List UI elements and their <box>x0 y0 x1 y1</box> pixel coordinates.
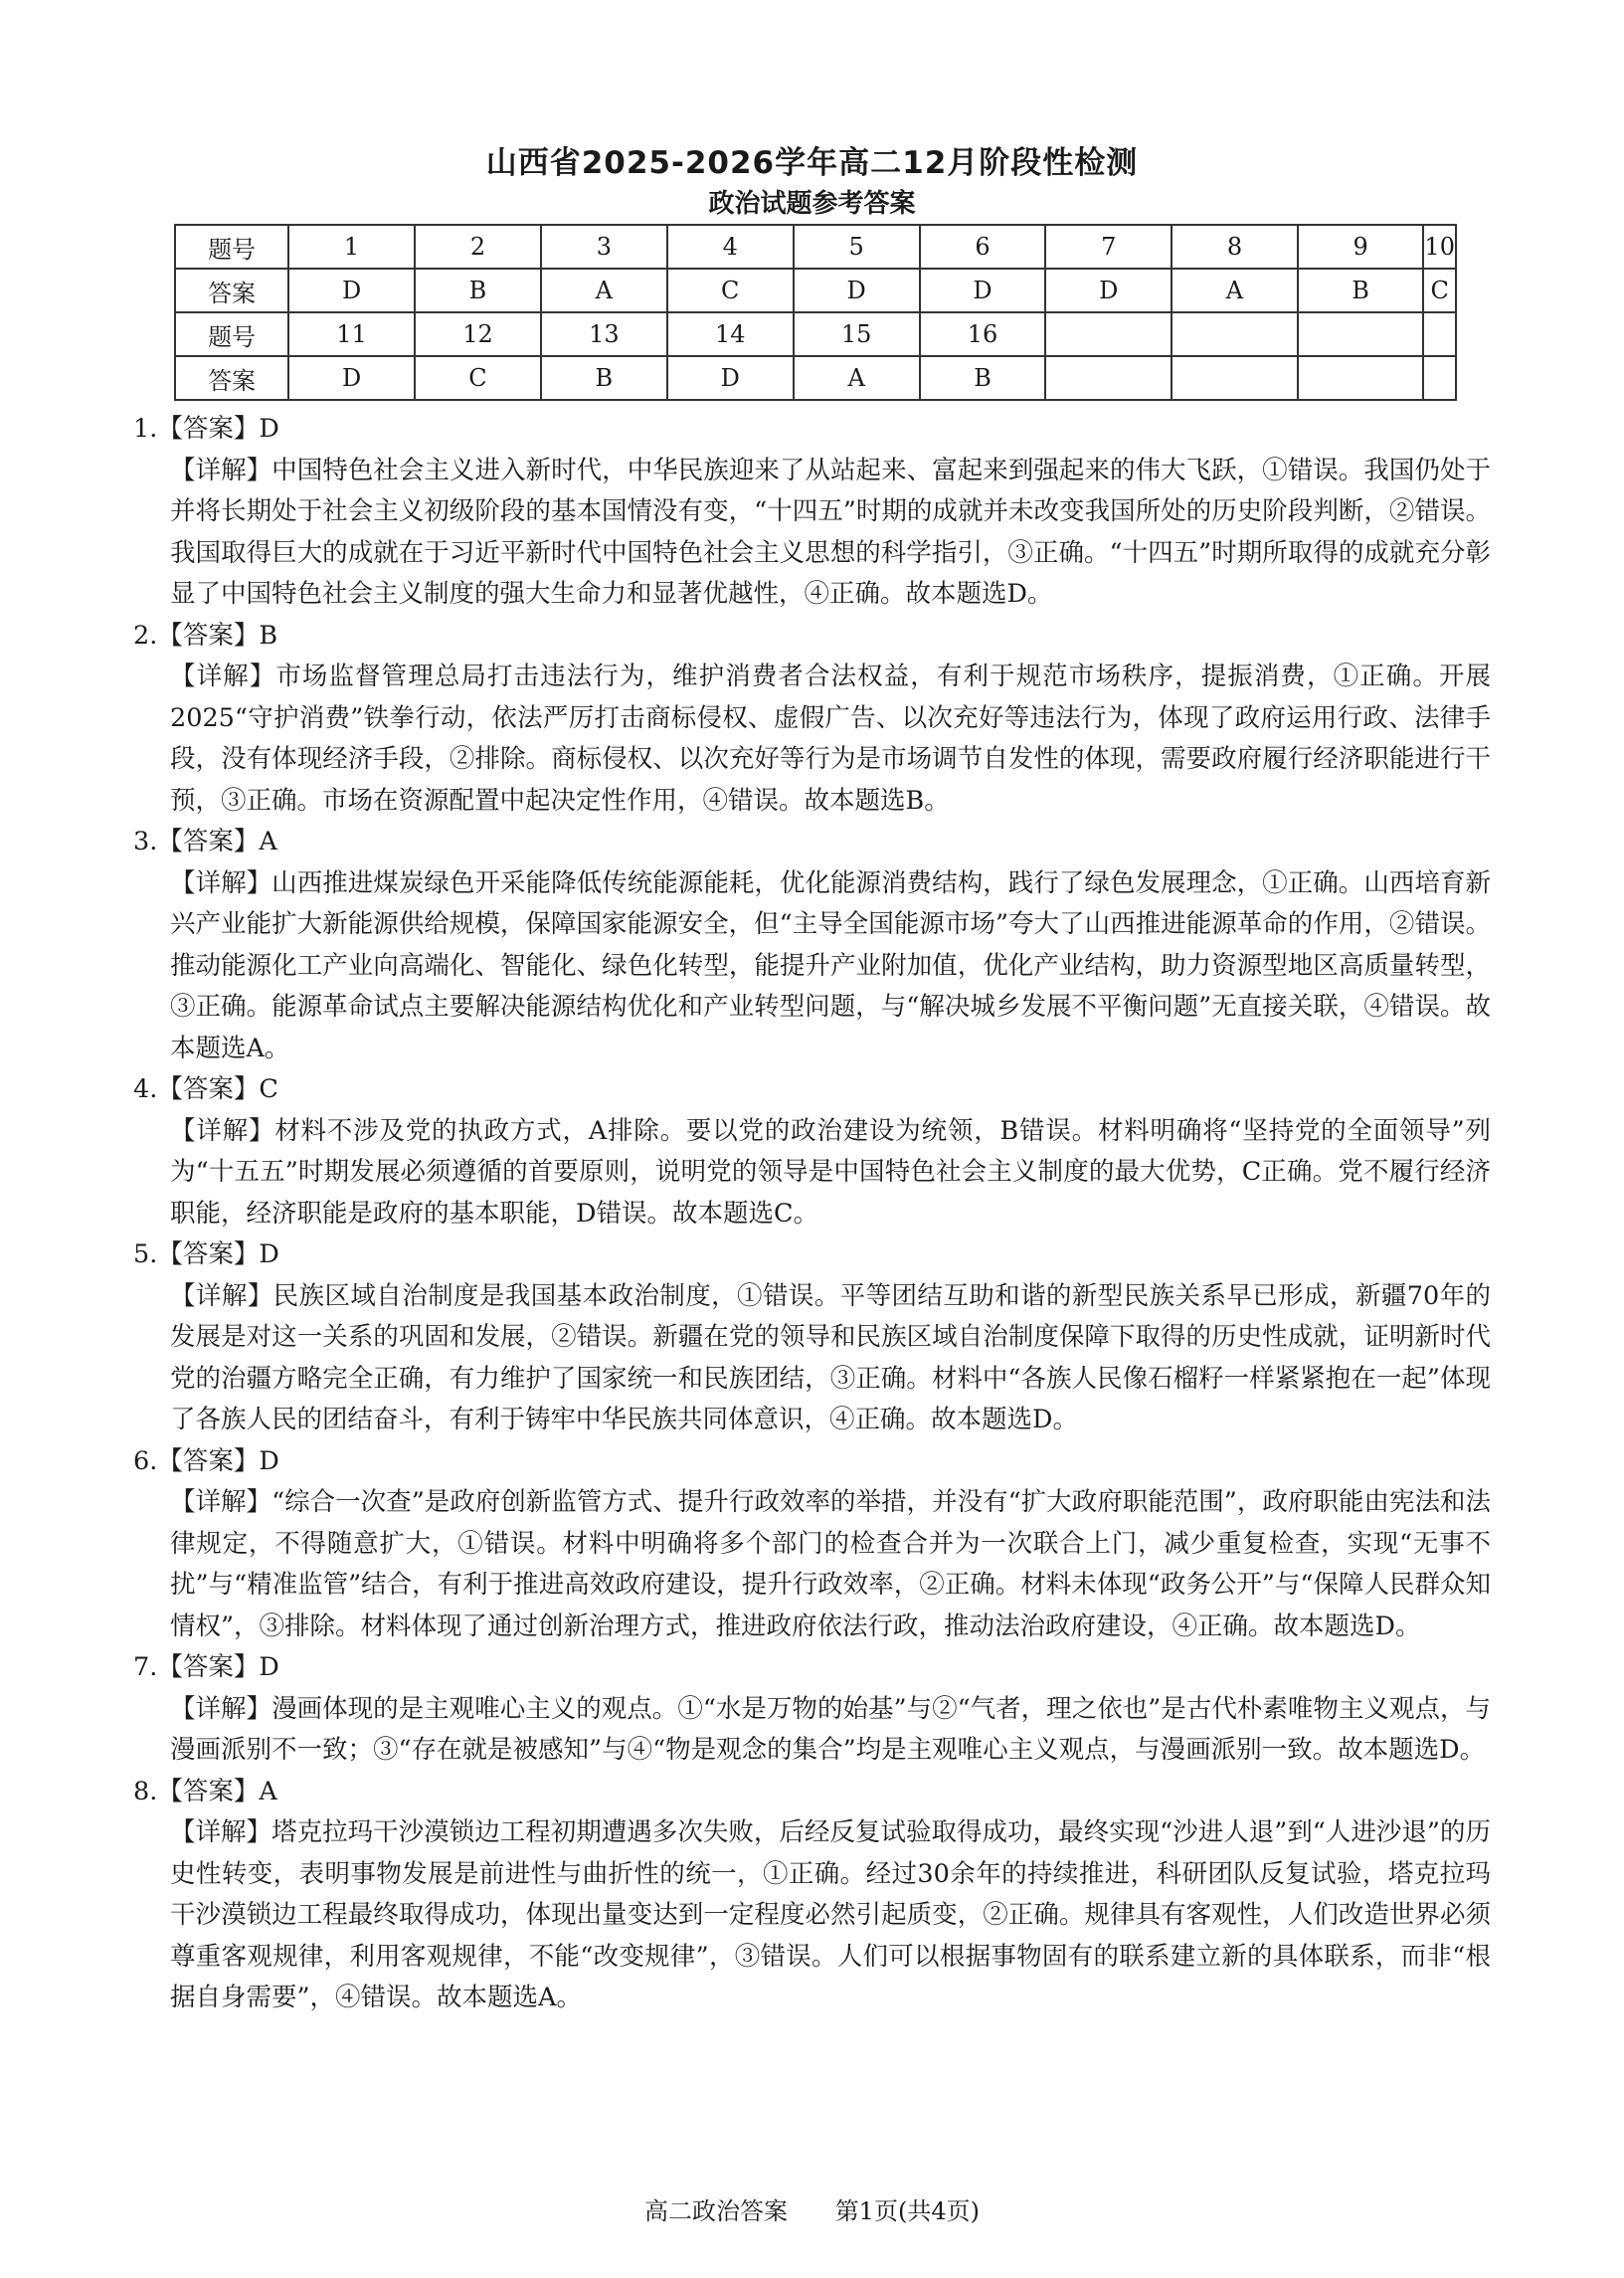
question-block <box>133 822 1491 1069</box>
answer-line: 1.【答案】D <box>133 414 279 444</box>
table-cell: 8 <box>1172 225 1298 269</box>
page-footer <box>0 2191 1624 2226</box>
table-cell: C <box>667 269 794 312</box>
table-cell: 4 <box>667 225 794 269</box>
answer-table <box>174 224 1457 401</box>
table-cell: B <box>541 356 667 400</box>
question-block <box>133 1647 1491 1772</box>
table-cell: 5 <box>794 225 920 269</box>
answer-line: 3.【答案】A <box>133 827 277 856</box>
table-cell: 11 <box>288 312 415 356</box>
table-cell: A <box>541 269 667 312</box>
table-cell: 12 <box>415 312 541 356</box>
answer-line: 6.【答案】D <box>133 1445 279 1476</box>
table-cell: 9 <box>1298 225 1424 269</box>
table-cell: 16 <box>920 312 1046 356</box>
table-cell <box>1172 356 1298 400</box>
question-block <box>133 409 1491 616</box>
table-row-header: 题号 <box>175 225 288 269</box>
footer-doc-label: 高二政治答案 <box>644 2197 789 2225</box>
table-cell <box>1423 356 1456 400</box>
question-block <box>133 1069 1491 1234</box>
table-row-header: 答案 <box>175 269 288 312</box>
table-cell: D <box>1045 269 1172 312</box>
table-cell: 3 <box>541 225 667 269</box>
table-row-header: 答案 <box>175 356 288 400</box>
table-row <box>175 269 1456 312</box>
table-cell: B <box>1298 269 1424 312</box>
table-cell: D <box>667 356 794 400</box>
answer-detail: 【详解】山西推进煤炭绿色开采能降低传统能源能耗，优化能源消费结构，践行了绿色发展理念，①正确。山西培育新兴产业能扩大新能源供给规模，保障国家能源安全，但“主导全国能源市场”夸大了山西推进能源革命的作用，②错误。推动能源化工产业向高端化、智能化、绿色化转型，能提升产业附加值，优化产业结构，助力资源型地区高质量转型，③正确。能源革命试点主要解决能源结构优化和产业转型问题，与“解决城乡发展不平衡问题”无直接关联，④错误。故本题选A。 <box>170 867 1491 1063</box>
table-cell: 14 <box>667 312 794 356</box>
table-cell: 2 <box>415 225 541 269</box>
answer-line: 5.【答案】D <box>133 1239 279 1269</box>
table-row <box>175 225 1456 269</box>
answer-line: 2.【答案】B <box>133 620 278 651</box>
answer-detail: 【详解】市场监督管理总局打击违法行为，维护消费者合法权益，有利于规范市场秩序，提振消费，①正确。开展2025“守护消费”铁拳行动，依法严厉打击商标侵权、虚假广告、以次充好等违法行为，体现了政府运用行政、法律手段，没有体现经济手段，②排除。商标侵权、以次充好等行为是市场调节自发性的体现，需要政府履行经济职能进行干预，③正确。市场在资源配置中起决定性作用，④错误。故本题选B。 <box>170 662 1491 816</box>
answer-detail: 【详解】漫画体现的是主观唯心主义的观点。①“水是万物的始基”与②“气者，理之依也”是古代朴素唯物主义观点，与漫画派别不一致；③“存在就是被感知”与④“物是观念的集合”均是主观唯心主义观点，与漫画派别一致。故本题选D。 <box>170 1693 1491 1765</box>
table-cell: D <box>288 356 415 400</box>
answer-detail: 【详解】材料不涉及党的执政方式，A排除。要以党的政治建设为统领，B错误。材料明确将“坚持党的全面领导”列为“十五五”时期发展必须遵循的首要原则，说明党的领导是中国特色社会主义制度的最大优势，C正确。党不履行经济职能，经济职能是政府的基本职能，D错误。故本题选C。 <box>170 1115 1491 1229</box>
table-cell: C <box>1423 269 1456 312</box>
table-cell: C <box>415 356 541 400</box>
table-cell: 1 <box>288 225 415 269</box>
answer-line: 8.【答案】A <box>133 1776 277 1806</box>
table-cell: D <box>794 269 920 312</box>
table-row <box>175 312 1456 356</box>
table-cell <box>1298 312 1424 356</box>
table-cell: 6 <box>920 225 1046 269</box>
page-title: 山西省2025-2026学年高二12月阶段性检测 <box>485 145 1139 181</box>
answer-detail: 【详解】民族区域自治制度是我国基本政治制度，①错误。平等团结互助和谐的新型民族关系早已形成，新疆70年的发展是对这一关系的巩固和发展，②错误。新疆在党的领导和民族区域自治制度保障下取得的历史性成就，证明新时代党的治疆方略完全正确，有力维护了国家统一和民族团结，③正确。材料中“各族人民像石榴籽一样紧紧抱在一起”体现了各族人民的团结奋斗，有利于铸牢中华民族共同体意识，④正确。故本题选D。 <box>170 1280 1491 1434</box>
table-cell: B <box>415 269 541 312</box>
answer-detail: 【详解】“综合一次查”是政府创新监管方式、提升行政效率的举措，并没有“扩大政府职能范围”，政府职能由宪法和法律规定，不得随意扩大，①错误。材料中明确将多个部门的检查合并为一次联合上门，减少重复检查，实现“无事不扰”与“精准监管”结合，有利于推进高效政府建设，提升行政效率，②正确。材料未体现“政务公开”与“保障人民群众知情权”，③排除。材料体现了通过创新治理方式，推进政府依法行政，推动法治政府建设，④正确。故本题选D。 <box>170 1487 1491 1641</box>
table-cell <box>1423 312 1456 356</box>
footer-page-number: 第1页(共4页) <box>834 2197 980 2225</box>
table-cell <box>1172 312 1298 356</box>
answer-explanations <box>133 409 1491 2019</box>
question-block <box>133 1441 1491 1648</box>
table-cell: D <box>920 269 1046 312</box>
answer-detail: 【详解】塔克拉玛干沙漠锁边工程初期遭遇多次失败，后经反复试验取得成功，最终实现“沙进人退”到“人进沙退”的历史性转变，表明事物发展是前进性与曲折性的统一，①正确。经过30余年的持续推进，科研团队反复试验，塔克拉玛干沙漠锁边工程最终取得成功，体现出量变达到一定程度必然引起质变，②正确。规律具有客观性，人们改造世界必须尊重客观规律，利用客观规律，不能“改变规律”，③错误。人们可以根据事物固有的联系建立新的具体联系，而非“根据自身需要”，④错误。故本题选A。 <box>170 1817 1491 2012</box>
table-cell: B <box>920 356 1046 400</box>
page-subtitle: 政治试题参考答案 <box>708 189 916 219</box>
table-cell <box>1045 312 1172 356</box>
question-block <box>133 1772 1491 2019</box>
answer-detail: 【详解】中国特色社会主义进入新时代，中华民族迎来了从站起来、富起来到强起来的伟大飞跃，①错误。我国仍处于并将长期处于社会主义初级阶段的基本国情没有变，“十四五”时期的成就并未改变我国所处的历史阶段判断，②错误。我国取得巨大的成就在于习近平新时代中国特色社会主义思想的科学指引，③正确。“十四五”时期所取得的成就充分彰显了中国特色社会主义制度的强大生命力和显著优越性，④正确。故本题选D。 <box>170 455 1491 609</box>
table-cell: 15 <box>794 312 920 356</box>
answer-line: 4.【答案】C <box>133 1074 278 1104</box>
table-row <box>175 356 1456 400</box>
table-cell <box>1298 356 1424 400</box>
table-row-header: 题号 <box>175 312 288 356</box>
question-block <box>133 1234 1491 1441</box>
table-cell: 10 <box>1423 225 1456 269</box>
table-cell: A <box>1172 269 1298 312</box>
answer-line: 7.【答案】D <box>133 1652 279 1682</box>
table-cell: D <box>288 269 415 312</box>
table-cell: A <box>794 356 920 400</box>
table-cell <box>1045 356 1172 400</box>
question-block <box>133 616 1491 823</box>
table-cell: 7 <box>1045 225 1172 269</box>
table-cell: 13 <box>541 312 667 356</box>
